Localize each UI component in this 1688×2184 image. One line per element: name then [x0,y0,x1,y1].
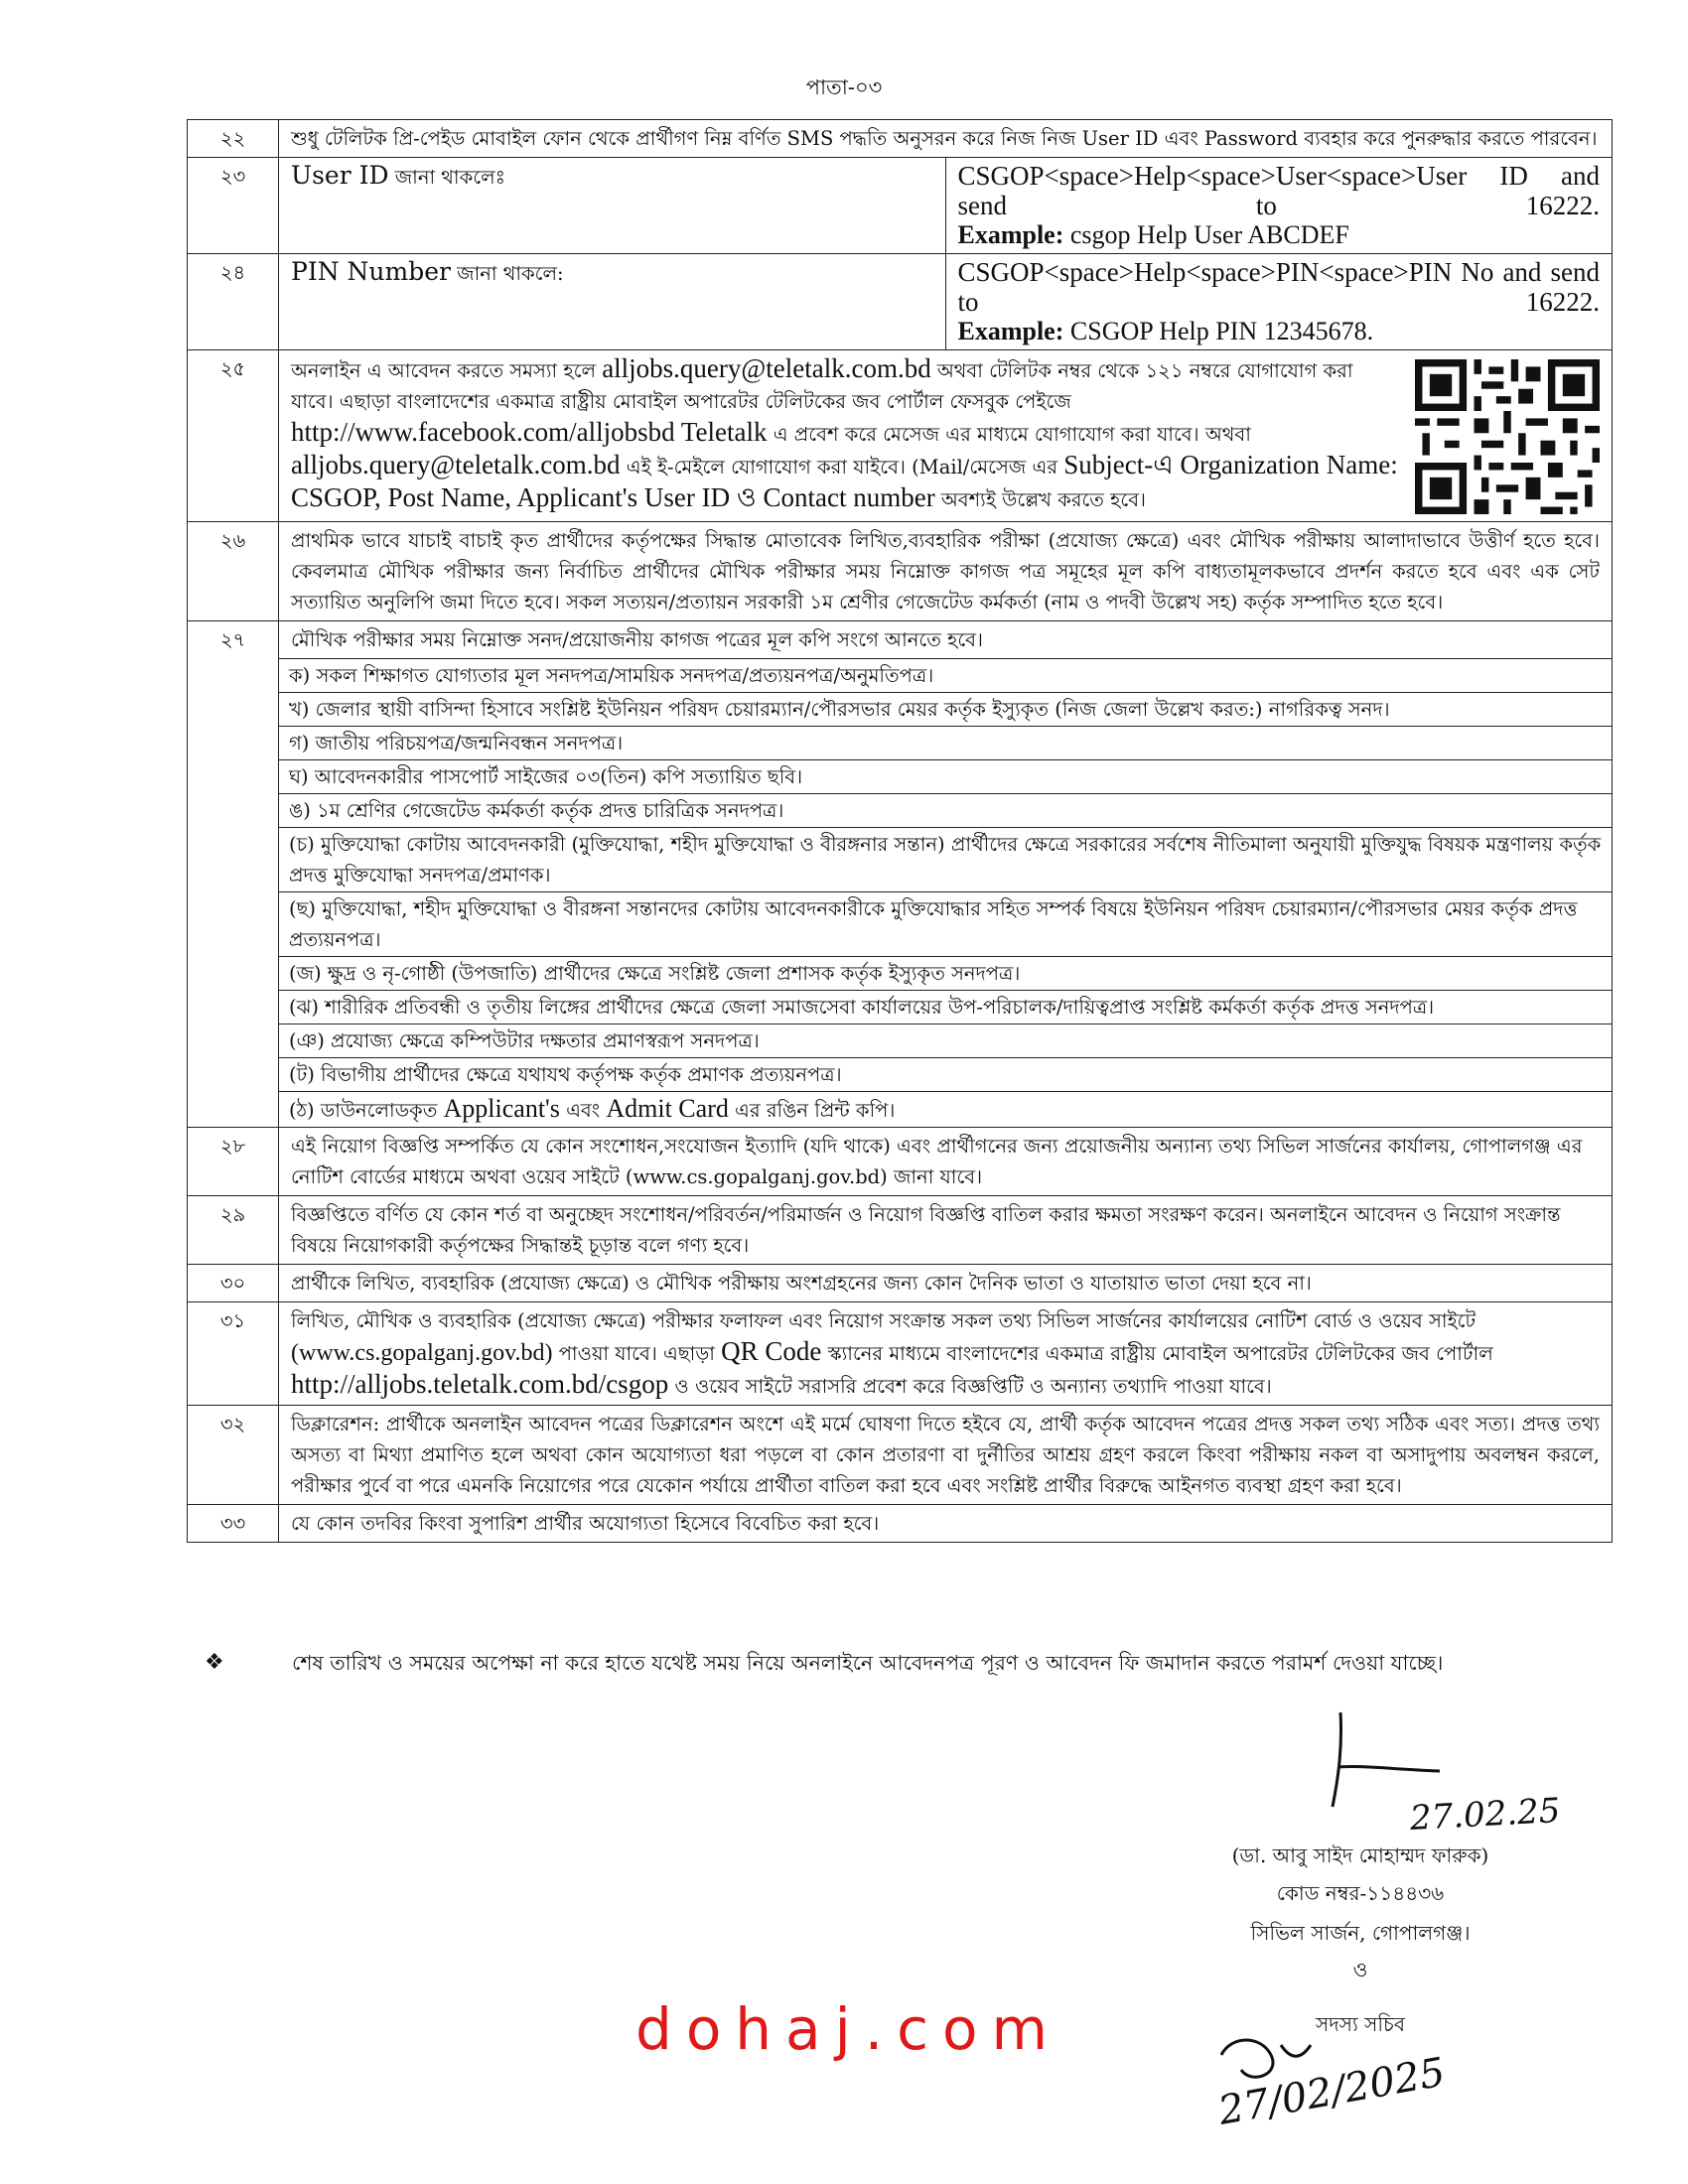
list-item: ঙ) ১ম শ্রেণির গেজেটেড কর্মকর্তা কর্তৃক প্রদত্ত চারিত্রিক সনদপত্র। [279,794,1612,828]
facebook-link[interactable]: http://www.facebook.com/alljobsbd Teletalk [291,417,768,447]
list-item: ক) সকল শিক্ষাগত যোগ্যতার মূল সনদপত্র/সাময়িক সনদপত্র/প্রত্যয়নপত্র/অনুমতিপত্র। [279,659,1612,693]
list-item: গ) জাতীয় পরিচয়পত্র/জন্মনিবন্ধন সনদপত্র। [279,727,1612,760]
row-number: ২৪ [188,254,279,350]
second-handwritten-date: 27/02/2025 [1214,2049,1449,2134]
table-row [188,158,1613,254]
table-row [188,120,1613,158]
sms-label-cell: PIN Number জানা থাকলে: [279,254,946,350]
signatory-name: (ডা. আবু সাইদ মোহাম্মদ ফারুক) [1231,1843,1489,1867]
sms-command: CSGOP<space>Help<space>User<space>User ID and send to 16222. [957,161,1600,220]
handwritten-date: 27.02.25 [1409,1791,1562,1839]
row-number: ৩২ [188,1406,279,1505]
list-item: (চ) মুক্তিযোদ্ধা কোটায় আবেদনকারী (মুক্তিযোদ্ধা, শহীদ মুক্তিযোদ্ধা ও বীরঙ্গনার সন্তান) প্রার্থীদের ক্ষেত্রে সরকারের সর্বশেষ নীতিমালা অনুযায়ী মুক্তিযুদ্ধ বিষয়ক মন্ত্রণালয় কর্তৃক প্রদত্ত মুক্তিযোদ্ধা সনদপত্র/প্রমাণক। [279,828,1612,892]
query-email-link-2[interactable]: alljobs.query@teletalk.com.bd [291,450,621,479]
row-number: ২৬ [188,522,279,621]
list-item: (ছ) মুক্তিযোদ্ধা, শহীদ মুক্তিযোদ্ধা ও বীরঙ্গনা সন্তানদের কোটায় আবেদনকারীকে মুক্তিযোদ্ধার সহিত সম্পর্ক বিষয়ে ইউনিয়ন পরিষদ চেয়ারম্যান/পৌরসভার মেয়র কর্তৃক প্রদত্ত প্রত্যয়নপত্র। [279,892,1612,957]
footnote [205,1646,1557,1680]
row-text: প্রাথমিক ভাবে যাচাই বাচাই কৃত প্রার্থীদের কর্তৃপক্ষের সিদ্ধান্ত মোতাবেক লিখিত,ব্যবহারিক পরীক্ষা (প্রযোজ্য ক্ষেত্রে) এবং মৌখিক পরীক্ষায় আলাদাভাবে উত্তীর্ণ হতে হবে। কেবলমাত্র মৌখিক পরীক্ষার জন্য নির্বাচিত প্রার্থীদের মৌখিক পরীক্ষার সময় নিম্নোক্ত কাগজ পত্র সমূহের মূল কপি বাধ্যতামূলকভাবে প্রদর্শন করতে হবে এবং এক সেট সত্যায়িত অনুলিপি জমা দিতে হবে। সকল সত্যয়ন/প্রত্যায়ন সরকারী ১ম শ্রেণীর গেজেটেড কর্মকর্তা (নাম ও পদবী উল্লেখ সহ) কর্তৃক সম্পাদিত হতে হবে। [279,522,1613,621]
list-item: (ঞ) প্রযোজ্য ক্ষেত্রে কম্পিউটার দক্ষতার প্রমাণস্বরূপ সনদপত্র। [279,1024,1612,1058]
page-number: পাতা-০৩ [805,75,883,99]
row-text: মৌখিক পরীক্ষার সময় নিম্নোক্ত সনদ/প্রয়োজনীয় কাগজ পত্রের মূল কপি সংগে আনতে হবে। [279,621,1613,659]
table-row [188,1505,1613,1543]
list-item: (জ) ক্ষুদ্র ও নৃ-গোষ্ঠী (উপজাতি) প্রার্থীদের ক্ষেত্রে সংশ্লিষ্ট জেলা প্রশাসক কর্তৃক ইস্যুকৃত সনদপত্র। [279,957,1612,991]
sms-example: Example: CSGOP Help PIN 12345678. [957,317,1374,345]
contact-cell: অনলাইন এ আবেদন করতে সমস্যা হলে alljobs.query@teletalk.com.bd অথবা টেলিটক নম্বর থেকে ১২১ নম্বরে যোগাযোগ করা যাবে। এছাড়া বাংলাদেশের একমাত্র রাষ্ট্রীয় মোবাইল অপারেটর টেলিটকের জব পোর্টাল ফেসবুক পেইজে http://www.facebook.com/alljobsbd Teletalk এ প্রবেশ করে মেসেজ এর মাধ্যমে যোগাযোগ করা যাবে। অথবা alljobs.query@teletalk.com.bd এই ই-মেইলে যোগাযোগ করা যাইবে। (Mail/মেসেজ এর Subject-এ Organization Name: CSGOP, Post Name, Applicant's User ID ও Contact number অবশ্যই উল্লেখ করতে হবে। [279,350,1613,522]
job-portal-link[interactable]: http://alljobs.teletalk.com.bd/csgop [291,1369,669,1399]
row-number: ৩১ [188,1302,279,1406]
row-text: বিজ্ঞপ্তিতে বর্ণিত যে কোন শর্ত বা অনুচ্ছেদ সংশোধন/পরিবর্তন/পরিমার্জন ও নিয়োগ বিজ্ঞপ্তি বাতিল করার ক্ষমতা সংরক্ষণ করেন। অনলাইনে আবেদন ও নিয়োগ সংক্রান্ত বিষয়ে নিয়োগকারী কর্তৃপক্ষের সিদ্ধান্তই চূড়ান্ত বলে গণ্য হবে। [279,1196,1613,1265]
row-text: ডিক্লারেশন: প্রার্থীকে অনলাইন আবেদন পত্রের ডিক্লারেশন অংশে এই মর্মে ঘোষণা দিতে হইবে যে, প্রার্থী কর্তৃক আবেদন পত্রের প্রদত্ত সকল তথ্য সঠিক এবং সত্য। প্রদত্ত তথ্য অসত্য বা মিথ্যা প্রমাণিত হলে অথবা কোন অযোগ্যতা ধরা পড়লে বা কোন প্রতারণা বা দুর্নীতির আশ্রয় গ্রহণ করলে কিংবা পরীক্ষায় নকল বা অসাদুপায় অবলম্বন করলে, পরীক্ষার পুর্বে বা পরে এমনকি নিয়োগের পরে যেকোন পর্যায়ে প্রার্থীতা বাতিল করা হবে এবং সংশ্লিষ্ট প্রার্থীর বিরুদ্ধে আইনগত ব্যবস্থা গ্রহণ করা হবে। [279,1406,1613,1505]
row-text: শুধু টেলিটক প্রি-পেইড মোবাইল ফোন থেকে প্রার্থীগণ নিম্ন বর্ণিত SMS পদ্ধতি অনুসরন করে নিজ নিজ User ID এবং Password ব্যবহার করে পুনরুদ্ধার করতে পারবেন। [279,120,1613,158]
bullet-icon: ❖ [205,1650,224,1675]
row-text: যে কোন তদবির কিংবা সুপারিশ প্রার্থীর অযোগ্যতা হিসেবে বিবেচিত করা হবে। [279,1505,1613,1543]
sms-command: CSGOP<space>Help<space>PIN<space>PIN No and send to 16222. [957,257,1600,317]
signatory-member: সদস্য সচিব [1316,2012,1405,2036]
watermark: dohaj.com [635,1995,1062,2063]
cs-website-link[interactable]: (www.cs.gopalganj.gov.bd) [291,1340,553,1366]
row-number: ৩৩ [188,1505,279,1543]
table-row [188,621,1613,659]
row-text: এই নিয়োগ বিজ্ঞপ্তি সম্পর্কিত যে কোন সংশোধন,সংযোজন ইত্যাদি (যদি থাকে) এবং প্রার্থীগনের জন্য প্রয়োজনীয় অন্যান্য তথ্য সিভিল সার্জনের কার্যালয়, গোপালগঞ্জ এর নোটিশ বোর্ডের মাধ্যমে অথবা ওয়েব সাইটে (www.cs.gopalganj.gov.bd) জানা যাবে। [279,1128,1613,1196]
row-text: লিখিত, মৌখিক ও ব্যবহারিক (প্রযোজ্য ক্ষেত্রে) পরীক্ষার ফলাফল এবং নিয়োগ সংক্রান্ত সকল তথ্য সিভিল সার্জনের কার্যালয়ের নোটিশ বোর্ড ও ওয়েব সাইটে (www.cs.gopalganj.gov.bd) পাওয়া যাবে। এছাড়া QR Code স্ক্যানের মাধ্যমে বাংলাদেশের একমাত্র রাষ্ট্রীয় মোবাইল অপারেটর টেলিটকের জব পোর্টাল http://alljobs.teletalk.com.bd/csgop ও ওয়েব সাইটে সরাসরি প্রবেশ করে বিজ্ঞপ্তিটি ও অন্যান্য তথ্যাদি পাওয়া যাবে। [279,1302,1613,1406]
row-number: ৩০ [188,1265,279,1302]
footnote-text: শেষ তারিখ ও সময়ের অপেক্ষা না করে হাতে যথেষ্ট সময় নিয়ে অনলাইনে আবেদনপত্র পূরণ ও আবেদন ফি জমাদান করতে পরামর্শ দেওয়া যাচ্ছে। [292,1651,1444,1675]
row-text: প্রার্থীকে লিখিত, ব্যবহারিক (প্রযোজ্য ক্ষেত্রে) ও মৌখিক পরীক্ষায় অংশগ্রহনের জন্য কোন দৈনিক ভাতা ও যাতায়াত ভাতা দেয়া হবে না। [279,1265,1613,1302]
sms-example: Example: csgop Help User ABCDEF [957,220,1349,249]
row-number: ২৮ [188,1128,279,1196]
table-row [188,254,1613,350]
row-number: ২৫ [188,350,279,522]
query-email-link[interactable]: alljobs.query@teletalk.com.bd [602,353,931,383]
table-row [188,1302,1613,1406]
sms-label-cell: User ID জানা থাকলেঃ [279,158,946,254]
sms-command-cell [945,158,1613,254]
table-row [188,1128,1613,1196]
document-list [279,659,1613,1128]
signatory-title: সিভিল সার্জন, গোপালগঞ্জ। [1250,1921,1471,1945]
row-number: ২২ [188,120,279,158]
signatory-code: কোড নম্বর-১১৪৪৩৬ [1276,1881,1445,1905]
notice-table [187,119,1613,1543]
list-item: ঘ) আবেদনকারীর পাসপোর্ট সাইজের ০৩(তিন) কপি সত্যায়িত ছবি। [279,760,1612,794]
row-number: ২৭ [188,621,279,1128]
table-row [188,1196,1613,1265]
row-number: ২৩ [188,158,279,254]
signatory-and: ও [1352,1958,1368,1981]
table-row [188,1406,1613,1505]
row-number: ২৯ [188,1196,279,1265]
qr-code-icon[interactable] [1415,359,1600,514]
table-row [188,659,1613,1128]
sms-command-cell [945,254,1613,350]
table-row [188,522,1613,621]
table-row [188,1265,1613,1302]
list-item: (ট) বিভাগীয় প্রার্থীদের ক্ষেত্রে যথাযথ কর্তৃপক্ষ কর্তৃক প্রমাণক প্রত্যয়নপত্র। [279,1058,1612,1092]
list-item: খ) জেলার স্থায়ী বাসিন্দা হিসাবে সংশ্লিষ্ট ইউনিয়ন পরিষদ চেয়ারম্যান/পৌরসভার মেয়র কর্তৃক ইস্যুকৃত (নিজ জেলা উল্লেখ করত:) নাগরিকত্ব সনদ। [279,693,1612,727]
table-row [188,350,1613,522]
second-signature-icon [1201,2015,1519,2134]
list-item: (ঠ) ডাউনলোডকৃত Applicant's এবং Admit Card এর রঙিন প্রিন্ট কপি। [289,1094,896,1123]
list-item: (ঝ) শারীরিক প্রতিবন্ধী ও তৃতীয় লিঙ্গের প্রার্থীদের ক্ষেত্রে জেলা সমাজসেবা কার্যালয়ের উপ-পরিচালক/দায়িত্বপ্রাপ্ত সংশ্লিষ্ট কর্মকর্তা কর্তৃক প্রদত্ত সনদপত্র। [279,991,1612,1024]
